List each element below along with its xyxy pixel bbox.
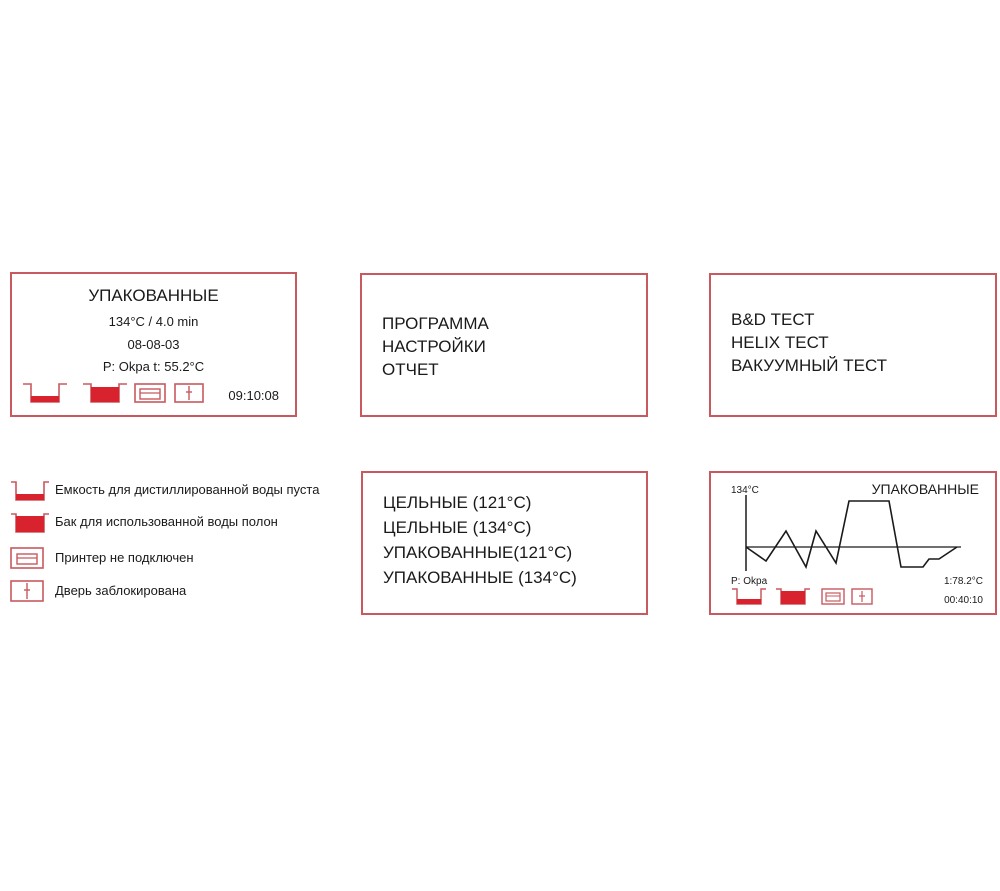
menu-item-report[interactable]: ОТЧЕТ — [382, 360, 439, 379]
menu-item-vacuum-test[interactable]: ВАКУУМНЫЙ ТЕСТ — [731, 356, 888, 375]
tests-menu-panel — [709, 273, 997, 417]
legend-label: Бак для использованной воды полон — [55, 514, 278, 529]
graph-program-title: УПАКОВАННЫЕ — [871, 481, 979, 497]
clock: 09:10:08 — [228, 388, 279, 403]
menu-item-bd-test[interactable]: B&D ТЕСТ — [731, 310, 815, 329]
water-tank-empty-icon — [731, 586, 767, 606]
menu-item-helix-test[interactable]: HELIX ТЕСТ — [731, 333, 829, 352]
sensor-readout: P: Okpa t: 55.2°C — [102, 359, 205, 374]
printer-icon — [10, 547, 44, 569]
water-tank-empty-icon — [22, 381, 68, 405]
legend-label: Принтер не подключен — [55, 550, 194, 565]
cycle-graph-panel — [709, 471, 997, 615]
graph-curve — [746, 501, 957, 567]
program-params: 134°C / 4.0 min — [108, 314, 199, 329]
printer-icon — [821, 588, 845, 605]
menu-item-packed-121[interactable]: УПАКОВАННЫЕ(121°C) — [383, 543, 573, 562]
graph-sensor-readout: P: Okpa — [731, 576, 768, 587]
tests-menu-list — [731, 308, 887, 377]
graph-temp-readout: 1:78.2°C — [943, 576, 983, 587]
legend-item — [10, 479, 370, 503]
program-date: 08-08-03 — [127, 337, 180, 352]
door-lock-icon — [10, 580, 44, 602]
graph-clock: 00:40:10 — [944, 595, 983, 606]
menu-item-solid-121[interactable]: ЦЕЛЬНЫЕ (121°C) — [383, 493, 532, 512]
program-title: УПАКОВАННЫЕ — [88, 286, 219, 305]
legend-label: Емкость для дистиллированной воды пуста — [55, 482, 320, 497]
water-tank-empty-icon — [10, 479, 50, 503]
waste-tank-full-icon — [775, 586, 811, 606]
main-menu-panel — [360, 273, 648, 417]
main-menu-list — [382, 312, 489, 381]
legend-item — [10, 547, 370, 571]
programs-menu-panel — [361, 471, 648, 615]
legend-item — [10, 580, 370, 604]
menu-item-solid-134[interactable]: ЦЕЛЬНЫЕ (134°C) — [383, 518, 532, 537]
graph-icons-row — [731, 586, 871, 606]
menu-item-program[interactable]: ПРОГРАММА — [382, 314, 489, 333]
door-lock-icon — [851, 588, 873, 605]
door-lock-icon — [174, 383, 204, 403]
waste-tank-full-icon — [82, 381, 128, 405]
graph-temp-label: 134°C — [731, 485, 759, 496]
printer-icon — [134, 383, 166, 403]
menu-item-settings[interactable]: НАСТРОЙКИ — [382, 337, 486, 356]
programs-menu-list — [383, 490, 577, 590]
legend-label: Дверь заблокирована — [55, 583, 187, 598]
legend-item — [10, 511, 370, 535]
waste-tank-full-icon — [10, 511, 50, 535]
menu-item-packed-134[interactable]: УПАКОВАННЫЕ (134°C) — [383, 568, 577, 587]
status-screen-panel — [10, 272, 297, 417]
status-icons-row — [22, 381, 202, 405]
